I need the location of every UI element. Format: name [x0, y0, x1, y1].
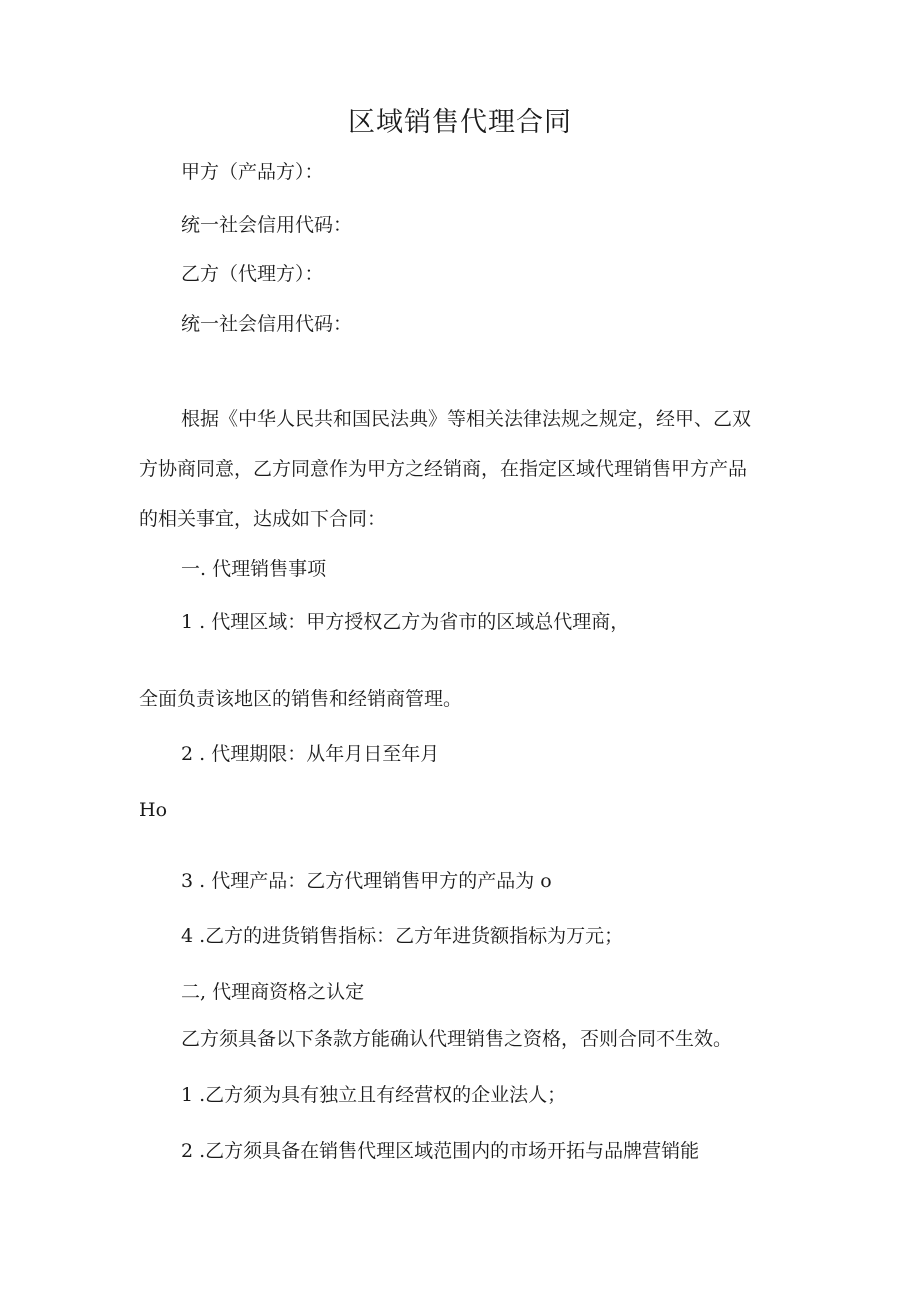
section-1-heading: 一. 代理销售事项 [181, 558, 327, 580]
clause-2-1-legal-entity: 1 .乙方须为具有独立且有经营权的企业法人； [181, 1084, 567, 1106]
party-a-label: 甲方（产品方）： [181, 161, 324, 183]
party-a-credit-code-label: 统一社会信用代码： [181, 214, 353, 236]
party-b-label: 乙方（代理方）： [181, 263, 324, 285]
clause-1-3-agency-products: 3 . 代理产品：乙方代理销售甲方的产品为 o [181, 870, 552, 892]
clause-1-1-agency-region: 1 . 代理区域：甲方授权乙方为省市的区域总代理商， [181, 611, 630, 633]
clause-1-4-purchase-target: 4 .乙方的进货销售指标：乙方年进货额指标为万元； [181, 925, 624, 947]
party-b-credit-code-label: 统一社会信用代码： [181, 313, 353, 335]
clause-1-1-continuation: 全面负责该地区的销售和经销商管理。 [139, 688, 463, 710]
intro-paragraph-line-2: 方协商同意，乙方同意作为甲方之经销商，在指定区域代理销售甲方产品 [139, 458, 748, 480]
clause-2-2-market-capability: 2 .乙方须具备在销售代理区域范围内的市场开拓与品牌营销能 [181, 1140, 700, 1162]
section-2-intro: 乙方须具备以下条款方能确认代理销售之资格，否则合同不生效。 [181, 1028, 733, 1050]
clause-1-2-agency-term: 2 . 代理期限：从年月日至年月 [181, 743, 440, 765]
intro-paragraph-line-3: 的相关事宜，达成如下合同： [139, 508, 387, 530]
document-title: 区域销售代理合同 [348, 107, 572, 138]
intro-paragraph-line-1: 根据《中华人民共和国民法典》等相关法律法规之规定，经甲、乙双 [181, 408, 752, 430]
section-2-heading: 二, 代理商资格之认定 [181, 981, 365, 1003]
clause-1-2-continuation: Ho [139, 799, 168, 821]
